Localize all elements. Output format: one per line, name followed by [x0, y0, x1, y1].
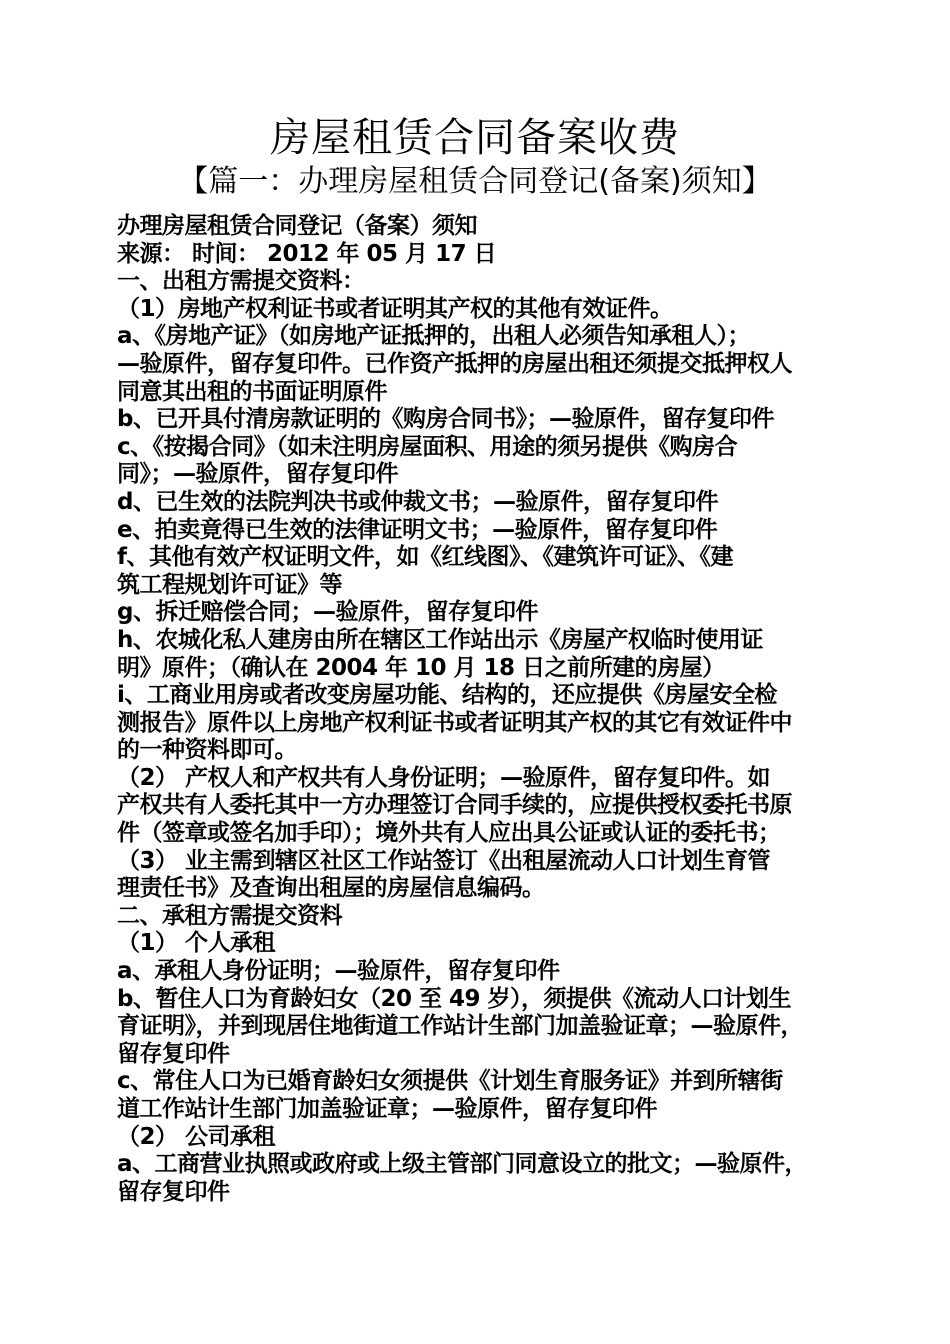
body-line: a、工商营业执照或政府或上级主管部门同意设立的批文；—验原件，	[117, 1151, 808, 1178]
body-line: 明》原件；（确认在 2004 年 10 月 18 日之前所建的房屋）	[117, 654, 725, 681]
document-body	[117, 213, 847, 1206]
body-line: 同意其出租的书面证明原件	[117, 378, 387, 405]
body-line: d、已生效的法院判决书或仲裁文书；—验原件，留存复印件	[117, 488, 718, 515]
body-line: 件（签章或签名加手印）；境外共有人应出具公证或认证的委托书；	[117, 820, 781, 847]
body-line: 留存复印件	[117, 1178, 230, 1205]
body-line: 留存复印件	[117, 1040, 230, 1067]
body-line: 一、出租方需提交资料：	[117, 268, 365, 295]
body-line: h、农城化私人建房由所在辖区工作站出示《房屋产权临时使用证	[117, 626, 763, 653]
body-line: 二、承租方需提交资料	[117, 902, 342, 929]
body-line: 的一种资料即可。	[117, 737, 297, 764]
body-line: b、已开具付清房款证明的《购房合同书》；—验原件，留存复印件	[117, 406, 774, 433]
body-line: （1）房地产权利证书或者证明其产权的其他有效证件。	[117, 295, 673, 322]
body-line: —验原件，留存复印件。已作资产抵押的房屋出租还须提交抵押权人	[117, 350, 792, 377]
body-line: 产权共有人委托其中一方办理签订合同手续的，应提供授权委托书原	[117, 792, 792, 819]
body-line: 办理房屋租赁合同登记（备案）须知	[117, 213, 477, 239]
body-line: b、暂住人口为育龄妇女（20 至 49 岁），须提供《流动人口计划生	[117, 985, 791, 1012]
body-line: g、拆迁赔偿合同；—验原件，留存复印件	[117, 599, 538, 626]
body-line: a、《房地产证》（如房地产证抵押的，出租人必须告知承租人）；	[117, 323, 751, 350]
body-line: （3） 业主需到辖区社区工作站签订《出租屋流动人口计划生育管	[117, 847, 771, 874]
body-line: 同》；—验原件，留存复印件	[117, 461, 398, 488]
body-line: a、承租人身份证明；—验原件，留存复印件	[117, 958, 560, 985]
body-line: f、其他有效产权证明文件，如《红线图》、《建筑许可证》、《建	[117, 544, 734, 571]
body-line: 筑工程规划许可证》等	[117, 571, 342, 598]
body-line: i、工商业用房或者改变房屋功能、结构的，还应提供《房屋安全检	[117, 682, 777, 709]
body-line: 理责任书》及查询出租屋的房屋信息编码。	[117, 875, 545, 902]
body-line: c、《按揭合同》（如未注明房屋面积、用途的须另提供《购房合	[117, 433, 738, 460]
body-line: 育证明》，并到现居住地街道工作站计生部门加盖验证章；—验原件，	[117, 1013, 803, 1040]
body-line: 来源： 时间： 2012 年 05 月 17 日	[117, 240, 497, 267]
body-line: 测报告》原件以上房地产权利证书或者证明其产权的其它有效证件中	[117, 709, 792, 736]
body-line: （2） 产权人和产权共有人身份证明；—验原件，留存复印件。如	[117, 764, 771, 791]
body-line: 道工作站计生部门加盖验证章；—验原件，留存复印件	[117, 1096, 657, 1122]
body-line: c、常住人口为已婚育龄妇女须提供《计划生育服务证》并到所辖街	[117, 1068, 783, 1095]
body-line: e、拍卖竟得已生效的法律证明文书；—验原件，留存复印件	[117, 516, 718, 543]
body-line: （1） 个人承租	[117, 930, 276, 957]
document-title: 房屋租赁合同备案收费	[270, 115, 680, 161]
document-subtitle: 【篇一：办理房屋租赁合同登记(备案)须知】	[178, 164, 772, 199]
body-line: （2） 公司承租	[117, 1123, 276, 1150]
